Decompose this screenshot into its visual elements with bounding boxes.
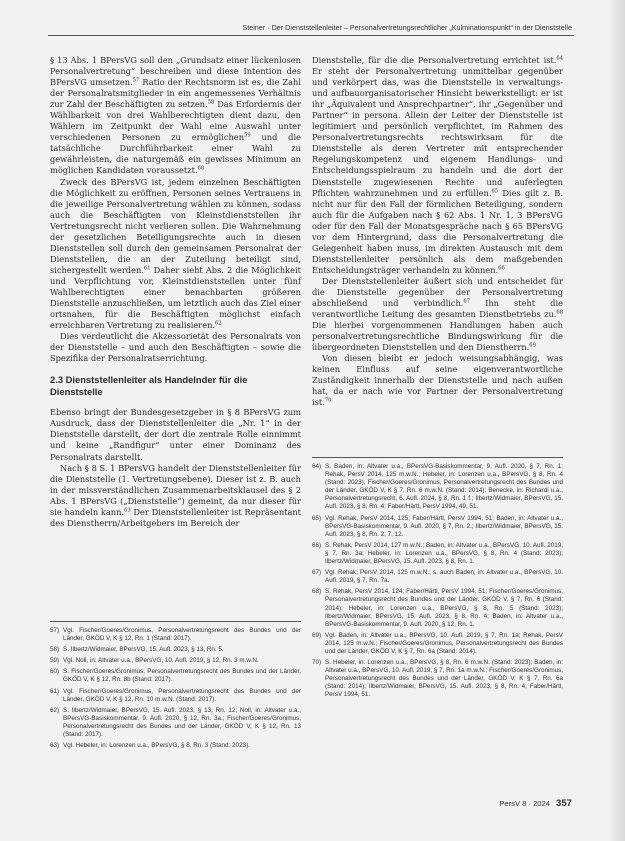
footnote-number: 60) xyxy=(50,668,60,676)
footnote xyxy=(50,657,301,665)
footnote-number: 59) xyxy=(50,657,60,665)
footnote xyxy=(50,646,301,654)
footnotes-left xyxy=(50,627,301,753)
footnote-number: 57) xyxy=(50,627,60,634)
footnote-ref[interactable]: 65 xyxy=(491,187,499,194)
footnote-ref[interactable]: 66 xyxy=(498,265,505,272)
footnote-ref[interactable]: 60 xyxy=(197,165,205,172)
footnote-text: Vgl. Hebeler, in: Lorenzen u.a., BPersVG, § 8, Rn. 3 (Stand: 2023). xyxy=(63,742,250,750)
footnote-text: S. Baden, in: Altvater u.a., BPersVG-Basiskommentar, 9. Aufl. 2020, § 7, Rn. 1; Rehak, PersV 2014, 125 m.w.N.; Hebeler, in: Lorenzen u.a., BPersVG, § 8, Rn. 4 (Stand: 2023); Fischer/Goeres/Gronimus, Personalvertretungsrecht des Bundes und der Länder, GKÖD V, K § 7, Rn. 6 m.w.N. (Stand: 2014); Benecke, in: Richardi u.a., Personalvertretungsrecht, 6. Aufl. 2024, § 8, Rn. 1 f.; Ilbertz/Widmaier, BPersVG, 15. Aufl. 2023, § 8, Rn. 4; Faber/Härtl, PersV 1994, 49, 51. xyxy=(325,463,563,511)
footnote-ref[interactable]: 58 xyxy=(207,99,215,106)
footnote-text: Vgl. Rehak, PersV 2014, 125 m.w.N.; s. auch Baden, in: Altvater u.a., BPersVG, 10. Aufl. 2019, § 7, Rn. 7a. xyxy=(325,569,563,585)
paragraph: Zweck des BPersVG ist, jedem einzelnen Beschäftigten die Möglichkeit zu eröffnen, Personen seines Vertrauens in die jeweilige Personalvertretung wählen zu können, sodass auch die Beschäftigten von Kleinstdienststellen ihr Vertretungsrecht nicht verlieren sollen. Die Wahrnehmung der gesetzlichen Beteiligungsrechte auch in diesen Dienststellen soll durch den gemeinsamen Personalrat der Dienststellen, die an der Zuteilung beteiligt sind, sichergestellt werden.$^{61}$ Daher sieht Abs. 2 die Möglichkeit und Verpflichtung vor, Kleinstdienststellen unter fünf Wahlberechtigten einer benachbarten größeren Dienststelle anzuschließen, um letztlich auch das Ziel einer ortsnahen, für die Beschäftigten möglichst einfach erreichbaren Vertretung zu realisieren.$^{62}$ xyxy=(50,176,301,331)
footnote-ref[interactable]: 67 xyxy=(463,298,471,305)
page-footer xyxy=(470,798,572,809)
footnote-text: Vgl. Fischer/Goeres/Gronimus, Personalvertretungsrecht des Bundes und der Länder, GKÖD V, K § 12, Rn. 1 (Stand: 2017). xyxy=(63,627,301,643)
footnote-ref[interactable]: 62 xyxy=(215,320,222,327)
page-number: 357 xyxy=(555,798,572,809)
footnote-ref[interactable]: 59 xyxy=(244,132,251,139)
footnote-number: 66) xyxy=(312,541,322,549)
footnote xyxy=(50,707,301,739)
footnote-number: 61) xyxy=(50,687,60,695)
paragraph: Ebenso bringt der Bundesgesetzgeber in § 8 BPersVG zum Ausdruck, dass der Dienststellenleiter die „Nr. 1“ in der Dienststelle darstellt, der dort die zentrale Rolle einnimmt und keine „Randfigur“ unter einer Dominanz des Personalrats darstellt. xyxy=(50,407,301,462)
section-heading: 2.3 Dienststellenleiter als Handelnder für die Dienststelle xyxy=(50,374,248,398)
footnote-text: Vgl. Rehak, PersV 2014, 125; Faber/Härtl, PersV 1994, 51; Baden, in: Altvater u.a., BPersVG-Basiskommentar, 9. Aufl. 2020, § 7, Rn. 2.; Ilbertz/Widmaier, BPersVG, 15. Aufl. 2023, § 8, Rn. 2, 7, 12. xyxy=(325,514,563,538)
footnote-number: 65) xyxy=(312,514,322,522)
footnote xyxy=(312,569,563,585)
paragraph: § 13 Abs. 1 BPersVG soll den „Grundsatz einer lückenlosen Personalvertretung“ beschreiben und diese Intention des BPersVG umsetzen.$^{57}$ Ratio der Rechtsnorm ist es, die Zahl der Personalratsmitglieder in ein angemessenes Verhältnis zur Zahl der Beschäftigten zu setzen.$^{58}$ Das Erfordernis der Wählbarkeit von drei Wahlberechtigten dient dazu, den Wählern im Zeitpunkt der Wahl eine Auswahl unter verschiedenen Personen zu ermöglichen$^{59}$ und die tatsächliche Durchführbarkeit einer Wahl zu gewährleisten, die naturgemäß ein gewisses Minimum an möglichen Kandidaten voraussetzt.$^{60}$ xyxy=(50,55,302,176)
footnote-ref[interactable]: 63 xyxy=(124,506,131,513)
footnote-text: S. Fischer/Goeres/Gronimus, Personalvertretungsrecht des Bundes und der Länder, GKÖD V, K § 12, Rn. 8b (Stand: 2017). xyxy=(63,668,301,684)
footnote-text: Vgl. Baden, in: Altvater u.a., BPersVG, 10. Aufl. 2019, § 7, Rn. 1a; Rehak, PersV 2014, 125 m.w.N.; Fischer/Goeres/Gronimus, Personalvertretungsrecht des Bundes und der Länder, GKÖD V, K § 7, Rn. 6a (Stand: 2014). xyxy=(325,631,563,655)
footnote-number: 68) xyxy=(312,588,322,596)
footnote-text: S. Ilbertz/Widmaier, BPersVG, 15. Aufl. 2023, § 13, Rn. 12; Noll, in: Altvater u.a., BPersVG-Basiskommentar, 9. Aufl. 2020, § 12, Rn. 3a.; Fischer/Goeres/Gronimus, Personalvertretungsrecht des Bundes und der Länder, GKÖD V, K § 12, Rn. 13 (Stand: 2017). xyxy=(63,706,301,739)
footnote xyxy=(312,588,563,628)
left-body-column xyxy=(50,55,301,529)
footnote xyxy=(312,542,563,566)
footnote-text: S. Hebeler, in: Lorenzen u.a., BPersVG, § 8, Rn. 6 m.w.N. (Stand: 2023); Baden, in: Altvater u.a., BPersVG, 10. Aufl. 2019, § 7, Rn. 1a m.w.N.; Fischer/Goeres/Gronimus, Personalvertretungsrecht des Bundes und der Länder, GKÖD V, K § 7, Rn. 6a (Stand: 2014); Ilbertz/Widmaier, BPersVG, 15. Aufl. 2023, § 8, Rn. 4; Faber/Härtl, PersV 1994, 51. xyxy=(325,659,563,699)
footnote xyxy=(50,688,301,704)
footnote xyxy=(312,632,563,656)
footnote-text: S. Rehak, PersV 2014, 124; Faber/Härtl, PersV 1994, 51; Fischer/Goeres/Gronimus, Personalvertretungsrecht des Bundes und der Länder, GKÖD V, § 7, Rn. 6 (Stand: 2014); Hebeler, in: Lorenzen u.a., BPersVG, § 8, Rn. 5 (Stand: 2023); Ilbertz/Widmaier, BPersVG, 15. Aufl. 2023, § 8, Rn. 4; Baden, in: Altvater u.a., BPersVG-Basiskommentar, 9. Aufl. 2020, § 12, Rn. 1. xyxy=(325,588,563,628)
footnote-ref[interactable]: 69 xyxy=(529,342,536,349)
paragraph: Der Dienststellenleiter äußert sich und entscheidet für die Dienststelle gegenüber der Personalvertretung abschließend und verbindlich.$^{67}$ Ihn steht die verantwortliche Leitung des gesamten Dienstbetriebs zu.$^{68}$ Die hierbei vorgenommenen Handlungen haben auch personalvertretungsrechtliche Bindungswirkung für die übergeordneten Dienststellen und den Dienstherrn.$^{69}$ xyxy=(312,275,563,353)
footnote xyxy=(312,463,563,512)
footnote-ref[interactable]: 64 xyxy=(556,55,563,62)
footnote-ref[interactable]: 61 xyxy=(143,265,151,272)
footnote xyxy=(50,668,301,684)
footnotes-right xyxy=(312,463,563,703)
footnote-ref[interactable]: 68 xyxy=(556,309,563,316)
footnote-number: 69) xyxy=(312,631,322,639)
footnote-number: 67) xyxy=(312,569,322,577)
paragraph: Dies verdeutlicht die Akzessorietät des Personalrats von der Dienststelle – und auch den Beschäftigten – sowie die Spezifika der Personalratserrichtung. xyxy=(50,331,301,364)
footnote xyxy=(50,627,301,643)
footnote-number: 64) xyxy=(312,463,322,470)
footnote-number: 62) xyxy=(50,706,60,714)
footnote-text: Vgl. Noll, in: Altvater u.a., BPersVG, 10. Aufl. 2019, § 12, Rn. 3 m.w.N. xyxy=(63,657,259,665)
footnote-number: 63) xyxy=(50,742,60,750)
journal-issue: PersV 8 · 2024 xyxy=(499,799,550,808)
footnote-text: S. Ilbertz/Widmaier, BPersVG, 15. Aufl. 2023, § 13, Rn. 5. xyxy=(63,646,224,654)
right-body-column xyxy=(312,55,563,409)
footnote-number: 70) xyxy=(312,659,322,667)
footnote xyxy=(312,659,563,699)
footnote-ref[interactable]: 57 xyxy=(132,77,140,84)
footnote-rule-left xyxy=(50,621,301,622)
footnote-number: 58) xyxy=(50,646,60,654)
footnote xyxy=(312,515,563,539)
footnote-rule-right xyxy=(312,457,563,458)
footnote-ref[interactable]: 70 xyxy=(324,397,332,404)
running-head: Steiner · Der Dienststellenleiter – Personalvertretungsrechtlicher „Kulminationspunkt“ in der Dienststelle xyxy=(242,23,572,32)
footnote-text: Vgl. Fischer/Goeres/Gronimus, Personalvertretungsrecht des Bundes und der Länder, GKÖD V, K § 12, Rn. 10 m.w.N. (Stand: 2017). xyxy=(63,687,301,703)
paragraph: Von diesen bleibt er jedoch weisungsabhängig, was keinen Einfluss auf seine eigenverantwortliche Zuständigkeit innerhalb der Dienststelle und nach außen hat, da er nach wie vor Partner der Personalvertretung ist.$^{70}$ xyxy=(312,353,563,408)
footnote-text: S. Rehak, PersV 2014, 127 m.w.N.; Baden, in: Altvater u.a., BPersVG, 10. Aufl. 2019, § 7, Rn. 3a; Hebeler, in: Lorenzen u.a., BPersVG, § 8, Rn. 4 (Stand: 2023); Ilbertz/Widmaier, BPersVG, 15. Aufl. 2023, § 8, Rn. 1. xyxy=(325,541,563,566)
paragraph: Nach § 8 S. 1 BPersVG handelt der Dienststellenleiter für die Dienststelle (1. Vertretungsebene). Dieser ist z. B. auch in der missverständlichen Zusammenarbeitsklausel des § 2 Abs. 1 BPersVG („Dienststelle“) gemeint, da nur dieser für sie handeln kann.$^{63}$ Der Dienststellenleiter ist Repräsentant des Dienstherrn/Arbeitgebers im Bereich der xyxy=(50,462,301,528)
header-rule xyxy=(48,35,574,36)
paragraph: Dienststelle, für die die Personalvertretung errichtet ist.$^{64}$ Er steht der Personalvertretung unmittelbar gegenüber und verkörpert das, was die Dienststelle in verwaltungs- und aufbauorganisatorischer Hinsicht bewerkstelligt: er ist ihr „Äquivalent und Ansprechpartner“, ihr „Gegenüber und Partner“ in persona. Allein der Leiter der Dienststelle ist legitimiert und persönlich verpflichtet, im Rahmen des Personalvertretungsrechts rechtswirksam für die Dienststelle als deren Vertreter mit entsprechender Regelungskompetenz und eigenem Handlungs- und Entscheidungsspielraum zu handeln und die dort der Dienststelle zugewiesenen Rechte und auferlegten Pflichten wahrzunehmen und zu erfüllen.$^{65}$ Dies gilt z. B. nicht nur für den Fall der förmlichen Beteiligung, sondern auch für die Aufgaben nach § 62 Abs. 1 Nr. 1, 3 BPersVG oder für den Fall der Monatsgespräche nach § 65 BPersVG vor dem Hintergrund, dass die Personalvertretung die Gelegenheit haben muss, im direkten Austausch mit dem Dienststellenleiter persönlich als dem maßgebenden Entscheidungsträger verhandeln zu können.$^{66}$ xyxy=(312,55,563,275)
footnote xyxy=(50,742,301,750)
